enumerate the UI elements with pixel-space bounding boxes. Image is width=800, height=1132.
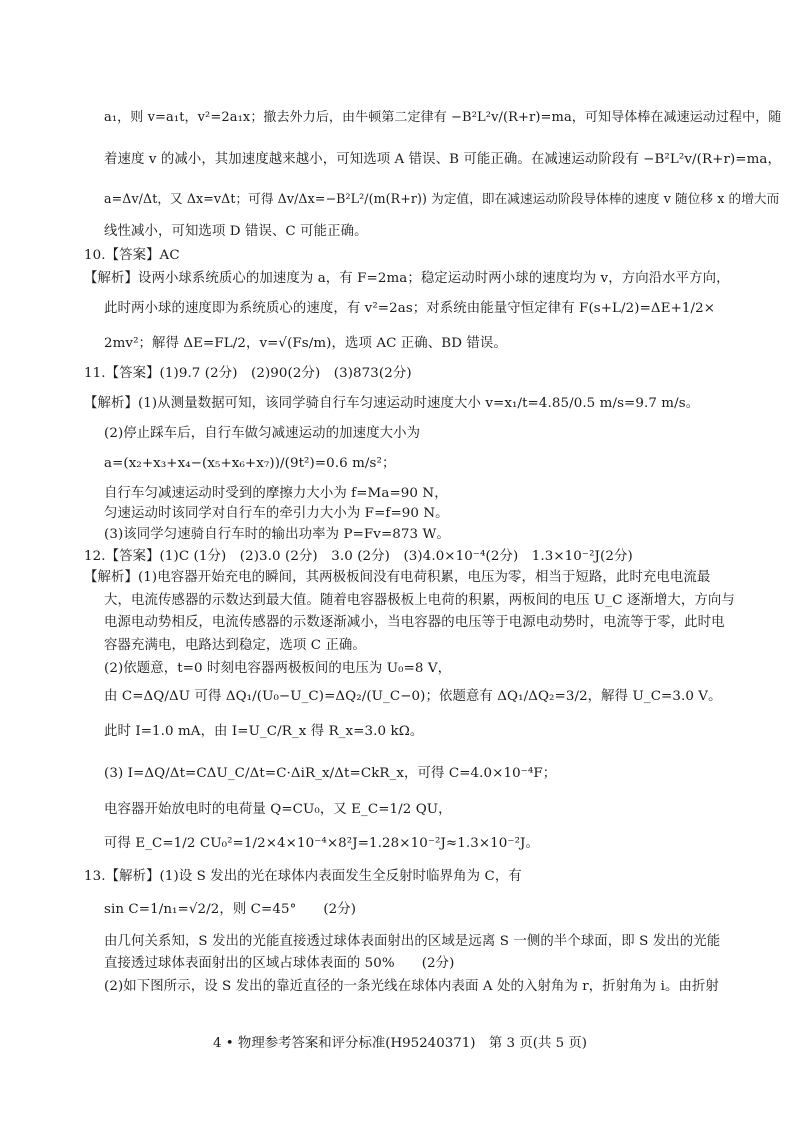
- text-line: 大，电流传感器的示数达到最大值。随着电容器极板上电荷的积累，两板间的电压 U_C 逐渐增大，方向与: [104, 593, 735, 608]
- text-line: (3) I=ΔQ/Δt=CΔU_C/Δt=C·ΔiR_x/Δt=CkR_x，可得 C=4.0×10⁻⁴F；: [104, 766, 557, 781]
- text-line: sin C=1/n₁=√2/2，则 C=45° (2分): [104, 902, 357, 917]
- text-line: 此时两小球的速度即为系统质心的速度，有 v²=2as；对系统由能量守恒定律有 F(s+L/2)=ΔE+1/2×: [104, 301, 716, 316]
- text-line: 【解析】设两小球系统质心的加速度为 a，有 F=2ma；稳定运动时两小球的速度均为 v，方向沿水平方向，: [84, 271, 730, 286]
- text-line: 电源电动势相反，电流传感器的示数逐渐减小，当电容器的电压等于电源电动势时，电流等于零，此时电: [104, 615, 725, 630]
- text-line: (2)如下图所示，设 S 发出的靠近直径的一条光线在球体内表面 A 处的入射角为 r，折射角为 i。由折射: [104, 979, 719, 994]
- answer-heading-13: 13.【解析】(1)设 S 发出的光在球体内表面发生全反射时临界角为 C，有: [84, 869, 522, 884]
- text-line: 2mv²；解得 ΔE=FL/2，v=√(Fs/m)，选项 AC 正确、BD 错误。: [104, 336, 507, 351]
- text-line: (2)停止踩车后，自行车做匀减速运动的加速度大小为: [104, 426, 421, 441]
- text-line: a₁，则 v=a₁t，v²=2a₁x；撤去外力后，由牛顿第二定律有 −B²L²v/(R+r)=ma，可知导体棒在减速运动过程中，随: [104, 110, 782, 125]
- text-line: 匀速运动时该同学对自行车的牵引力大小为 F=f=90 N。: [104, 506, 449, 521]
- text-line: 着速度 v 的减小，其加速度越来越小，可知选项 A 错误、B 可能正确。在减速运动阶段有 −B²L²v/(R+r)=ma，: [104, 152, 781, 167]
- text-line: (3)该同学匀速骑自行车时的输出功率为 P=Fv=873 W。: [104, 527, 450, 542]
- text-line: 由 C=ΔQ/ΔU 可得 ΔQ₁/(U₀−U_C)=ΔQ₂/(U_C−0)；依题意有 ΔQ₁/ΔQ₂=3/2，解得 U_C=3.0 V。: [104, 689, 722, 704]
- text-line: 电容器开始放电时的电荷量 Q=CU₀，又 E_C=1/2 QU，: [104, 802, 452, 817]
- text-line: 直接透过球体表面射出的区域占球体表面的 50% (2分): [104, 956, 455, 971]
- text-line: 【解析】(1)从测量数据可知，该同学骑自行车匀速运动时速度大小 v=x₁/t=4.85/0.5 m/s=9.7 m/s。: [84, 396, 700, 411]
- text-line: 容器充满电，电路达到稳定，选项 C 正确。: [104, 638, 366, 653]
- text-line: 【解析】(1)电容器开始充电的瞬间，其两极板间没有电荷积累，电压为零，相当于短路，此时充电电流最: [84, 570, 711, 585]
- page-footer: 4 • 物理参考答案和评分标准(H95240371) 第 3 页(共 5 页): [213, 1036, 587, 1051]
- answer-heading-11: 11.【答案】(1)9.7 (2分) (2)90(2分) (3)873(2分): [84, 366, 412, 381]
- text-line: 由几何关系知，S 发出的光能直接透过球体表面射出的区域是远离 S 一侧的半个球面，即 S 发出的光能: [104, 934, 721, 949]
- text-line: (2)依题意，t=0 时刻电容器两极板间的电压为 U₀=8 V，: [104, 661, 452, 676]
- text-line: 此时 I=1.0 mA，由 I=U_C/R_x 得 R_x=3.0 kΩ。: [104, 724, 424, 739]
- text-line: 线性减小，可知选项 D 错误、C 可能正确。: [104, 224, 368, 239]
- text-line: a=Δv/Δt，又 Δx=vΔt；可得 Δv/Δx=−B²L²/(m(R+r)) 为定值，即在减速运动阶段导体棒的速度 v 随位移 x 的增大而: [104, 191, 780, 206]
- text-line: a=(x₂+x₃+x₄−(x₅+x₆+x₇))/(9t²)=0.6 m/s²；: [104, 456, 396, 471]
- answer-heading-10: 10.【答案】AC: [84, 248, 180, 263]
- answer-heading-12: 12.【答案】(1)C (1分) (2)3.0 (2分) 3.0 (2分) (3)4.0×10⁻⁴(2分) 1.3×10⁻²J(2分): [84, 549, 633, 564]
- text-line: 自行车匀减速运动时受到的摩擦力大小为 f=Ma=90 N，: [104, 486, 448, 501]
- text-line: 可得 E_C=1/2 CU₀²=1/2×4×10⁻⁴×8²J=1.28×10⁻²J≈1.3×10⁻²J。: [104, 836, 539, 851]
